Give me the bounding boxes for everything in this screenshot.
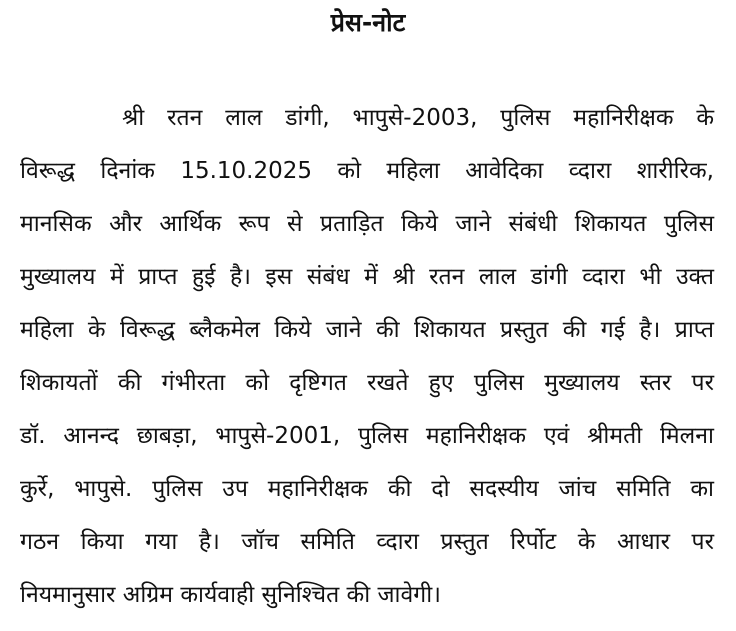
body-line-9: गठन किया गया है। जॉच समिति व्दारा प्रस्तुत रिर्पोट के आधार पर bbox=[20, 529, 714, 555]
press-note-body bbox=[20, 92, 714, 622]
body-line-1: श्री रतन लाल डांगी, भापुसे-2003, पुलिस महानिरीक्षक के bbox=[122, 105, 714, 131]
body-line-2: विरूद्ध दिनांक 15.10.2025 को महिला आवेदिका व्दारा शारीरिक, bbox=[20, 158, 714, 184]
body-line-10: नियमानुसार अग्रिम कार्यवाही सुनिश्चित की जावेगी। bbox=[20, 582, 441, 608]
body-line-3: मानसिक और आर्थिक रूप से प्रताड़ित किये जाने संबंधी शिकायत पुलिस bbox=[20, 211, 714, 237]
body-line-7: डॉ. आनन्द छाबड़ा, भापुसे-2001, पुलिस महानिरीक्षक एवं श्रीमती मिलना bbox=[20, 423, 714, 449]
body-line-5: महिला के विरूद्ध ब्लैकमेल किये जाने की शिकायत प्रस्तुत की गई है। प्राप्त bbox=[20, 317, 714, 343]
body-line-8: कुर्रे, भापुसे. पुलिस उप महानिरीक्षक की दो सदस्यीय जांच समिति का bbox=[20, 476, 714, 502]
body-line-4: मुख्यालय में प्राप्त हुई है। इस संबंध में श्री रतन लाल डांगी व्दारा भी उक्त bbox=[20, 264, 714, 290]
page-title: प्रेस-नोट bbox=[330, 8, 406, 37]
body-line-6: शिकायतों की गंभीरता को दृष्टिगत रखते हुए पुलिस मुख्यालय स्तर पर bbox=[20, 370, 714, 396]
